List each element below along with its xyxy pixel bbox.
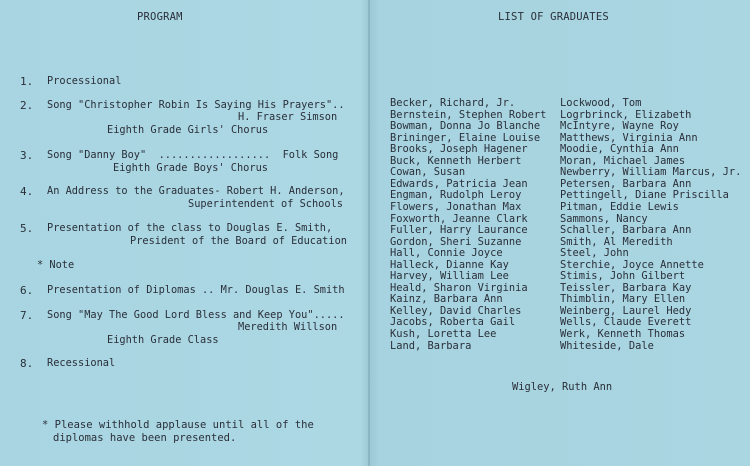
- graduate-name: Sammons, Nancy: [560, 212, 648, 225]
- graduate-name: Newberry, William Marcus, Jr.: [560, 166, 742, 179]
- item-number: 8.: [20, 357, 34, 370]
- graduate-last: Wigley, Ruth Ann: [512, 381, 613, 393]
- graduate-name: Kelley, David Charles: [390, 304, 522, 317]
- graduate-name: Pettingell, Diane Priscilla: [560, 189, 729, 202]
- item-composer: Meredith Willson: [238, 321, 338, 333]
- graduate-name: Brininger, Elaine Louise: [390, 131, 541, 144]
- graduate-name: Harvey, William Lee: [390, 270, 509, 283]
- graduate-name: Moran, Michael James: [560, 154, 686, 167]
- item-number: 7.: [20, 309, 34, 322]
- graduate-name: Smith, Al Meredith: [560, 235, 673, 248]
- graduate-name: Petersen, Barbara Ann: [560, 177, 692, 190]
- graduate-name: Moodie, Cynthia Ann: [560, 143, 679, 156]
- graduate-name: Kainz, Barbara Ann: [390, 293, 503, 306]
- item-number: 6.: [20, 284, 34, 297]
- graduate-name: Lockwood, Tom: [560, 97, 642, 109]
- item-title: President of the Board of Education: [130, 235, 347, 247]
- graduate-name: Bernstein, Stephen Robert: [390, 108, 547, 121]
- graduate-name: Stimis, John Gilbert: [560, 270, 686, 283]
- graduate-name: Flowers, Jonathan Max: [390, 200, 522, 213]
- item-text: Presentation of the class to Douglas E. Smith,: [47, 222, 333, 234]
- item-number: 1.: [20, 75, 34, 88]
- graduate-name: Land, Barbara: [390, 339, 472, 352]
- graduate-name: Buck, Kenneth Herbert: [390, 154, 522, 167]
- item-number: 5.: [20, 222, 34, 235]
- graduate-name: Jacobs, Roberta Gail: [390, 316, 516, 329]
- item-number: 4.: [20, 185, 34, 198]
- graduate-name: Sterchie, Joyce Annette: [560, 258, 704, 271]
- program-heading: PROGRAM: [137, 11, 183, 23]
- graduate-name: Gordon, Sheri Suzanne: [390, 235, 522, 248]
- item-number: 2.: [20, 99, 34, 112]
- note-text: * Note: [37, 259, 75, 271]
- graduate-name: Edwards, Patricia Jean: [390, 177, 528, 190]
- item-text: Song "Christopher Robin Is Saying His Prayers"..: [47, 99, 345, 111]
- graduate-name: Werk, Kenneth Thomas: [560, 328, 686, 340]
- graduate-name: Weinberg, Laurel Hedy: [560, 304, 692, 317]
- graduate-name: Brooks, Joseph Hagener: [390, 143, 528, 156]
- graduate-name: Thimblin, Mary Ellen: [560, 293, 686, 306]
- graduate-name: Steel, John: [560, 247, 629, 260]
- graduate-name: Hall, Connie Joyce: [390, 247, 503, 260]
- footnote-line-1: * Please withhold applause until all of the: [42, 419, 314, 431]
- graduate-name: Wells, Claude Everett: [560, 316, 692, 329]
- item-text: Presentation of Diplomas .. Mr. Douglas E. Smith: [47, 284, 345, 296]
- graduate-name: Pitman, Eddie Lewis: [560, 200, 679, 213]
- item-number: 3.: [20, 149, 34, 162]
- item-text: Processional: [47, 75, 122, 87]
- item-text: Song "May The Good Lord Bless and Keep You".....: [47, 309, 345, 321]
- graduate-name: McIntyre, Wayne Roy: [560, 120, 679, 133]
- page-fold: [368, 0, 370, 466]
- graduate-name: Matthews, Virginia Ann: [560, 131, 698, 144]
- item-text: Recessional: [47, 357, 116, 369]
- graduate-name: Schaller, Barbara Ann: [560, 224, 692, 237]
- graduate-name: Halleck, Dianne Kay: [390, 258, 509, 271]
- footnote-line-2: diplomas have been presented.: [53, 432, 237, 444]
- graduate-name: Heald, Sharon Virginia: [390, 281, 528, 294]
- graduate-name: Kush, Loretta Lee: [390, 328, 497, 340]
- graduate-name: Teissler, Barbara Kay: [560, 281, 692, 294]
- graduate-name: Becker, Richard, Jr.: [390, 97, 516, 109]
- graduate-name: Fuller, Harry Laurance: [390, 224, 528, 237]
- item-performer: Eighth Grade Class: [107, 334, 219, 346]
- graduate-name: Cowan, Susan: [390, 166, 466, 179]
- graduates-heading: LIST OF GRADUATES: [498, 11, 609, 23]
- item-text: An Address to the Graduates- Robert H. Anderson,: [47, 185, 345, 197]
- item-text: Song "Danny Boy" .................. Folk Song: [47, 149, 339, 161]
- item-title: Superintendent of Schools: [188, 198, 343, 210]
- graduate-name: Bowman, Donna Jo Blanche: [390, 120, 541, 133]
- graduate-name: Whiteside, Dale: [560, 339, 654, 352]
- graduate-name: Foxworth, Jeanne Clark: [390, 212, 528, 225]
- item-composer: H. Fraser Simson: [238, 111, 338, 123]
- item-performer: Eighth Grade Boys' Chorus: [113, 162, 268, 174]
- graduate-name: Logrbrinck, Elizabeth: [560, 108, 692, 121]
- item-performer: Eighth Grade Girls' Chorus: [107, 124, 269, 136]
- graduate-name: Engman, Rudolph Leroy: [390, 189, 522, 202]
